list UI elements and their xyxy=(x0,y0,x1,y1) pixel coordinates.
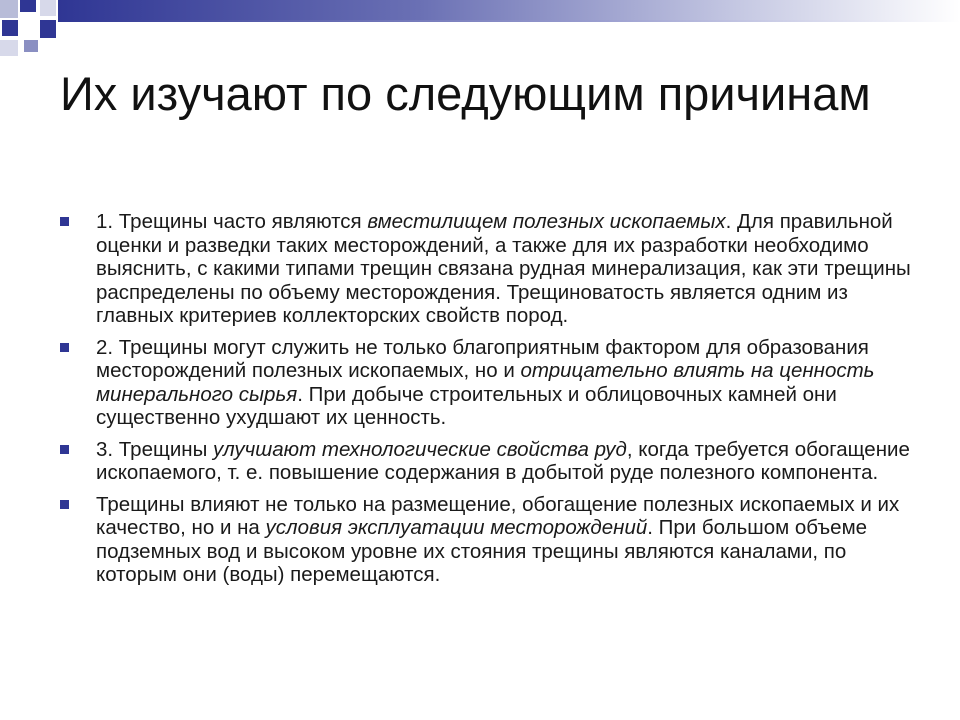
slide-title: Их изучают по следующим причинам xyxy=(60,67,871,120)
bullet-text-emphasis: улучшают технологические свойства руд xyxy=(213,437,627,461)
bullet-text: , когда требуется обогащение ископаемого, т. е. повышение содержания в добытой руде полезного компонента. xyxy=(96,437,910,484)
square-bullet-icon xyxy=(60,500,69,509)
bullet-item xyxy=(60,493,920,587)
bullet-text-emphasis: условия эксплуатации месторождений xyxy=(265,516,648,539)
square-bullet-icon xyxy=(60,445,69,454)
decor-square xyxy=(40,20,56,38)
bullet-text: 2. Трещины могут служить не только благоприятным фактором для образования месторождений полезных ископаемых, но и xyxy=(96,335,869,382)
bullet-item xyxy=(60,210,920,328)
bullet-text: 1. Трещины часто являются xyxy=(96,210,368,233)
bullet-text: . При добыче строительных и облицовочных камней они существенно ухудшают их ценность. xyxy=(96,382,837,429)
decor-square xyxy=(20,0,36,12)
bullet-item xyxy=(60,438,920,485)
bullet-text: . Для правильной оценки и разведки таких месторождений, а также для их разработки необходимо выяснить, с какими типами трещин связана рудная минерализация, как эти трещины распределены по объему месторождения. Трещиноватость является одним из главных критериев коллекторских свойств пород. xyxy=(96,210,911,327)
bullet-text-emphasis: вместилищем полезных ископаемых xyxy=(367,210,726,233)
bullet-text: 3. Трещины xyxy=(96,437,214,461)
header-gradient-rule xyxy=(58,20,960,22)
square-bullet-icon xyxy=(60,343,69,352)
bullet-list xyxy=(60,210,920,595)
decor-square xyxy=(0,40,18,56)
bullet-item xyxy=(60,336,920,430)
decor-square xyxy=(24,40,38,52)
bullet-text-emphasis: отрицательно влиять на ценность минерального сырья xyxy=(96,359,875,406)
decor-square xyxy=(0,0,18,18)
bullet-text: . При большом объеме подземных вод и высоком уровне их стояния трещины являются каналами, по которым они (воды) перемещаются. xyxy=(96,516,868,586)
square-bullet-icon xyxy=(60,217,69,226)
bullet-text: Трещины влияют не только на размещение, обогащение полезных ископаемых и их качество, но и на xyxy=(96,492,900,539)
decor-square xyxy=(2,20,18,36)
decor-square xyxy=(40,0,56,16)
header-gradient-bar xyxy=(58,0,960,20)
